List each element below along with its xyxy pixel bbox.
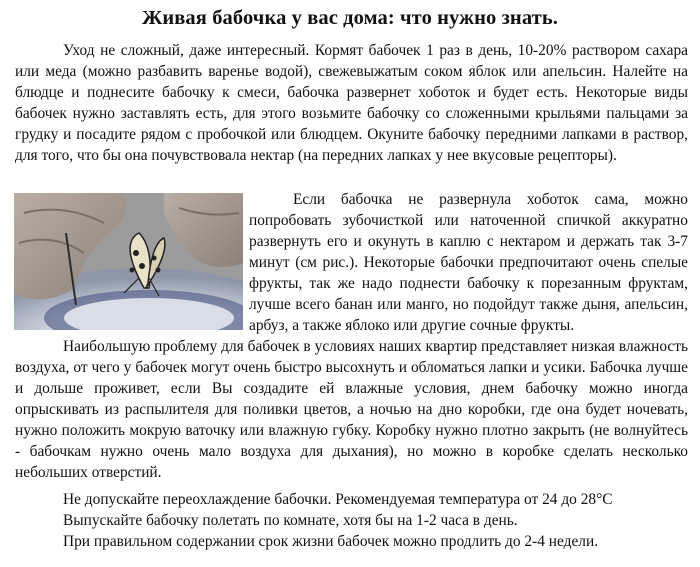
paragraph-lifespan: При правильном содержании срок жизни бабочек можно продлить до 2-4 недели.	[63, 533, 599, 550]
paragraph-temperature: Не допускайте переохлаждение бабочки. Рекомендуемая температура от 24 до 28°С	[63, 491, 613, 508]
butterfly-feeding-photo	[14, 193, 243, 330]
paragraph-humidity: Наибольшую проблему для бабочек в условиях наших квартир представляет низкая влажность воздуха, от чего у бабочек могут очень быстро высохнуть и обломаться лапки и усики. Бабочка лучше и дольше проживет, если Вы создадите ей влажные условия, днем бабочку можно иногда опрыскивать из распылителя для поливки цветов, а ночью на дно коробки, где она будет ночевать, нужно положить мокрую ваточку или влажную губку. Коробку нужно плотно закрыть (не волнуйтесь - бабочкам нужно очень мало воздуха для дыхания), но можно в коробке сделать несколько небольших отверстий.	[15, 338, 688, 481]
document-title: Живая бабочка у вас дома: что нужно знать.	[141, 7, 558, 29]
paragraph-flight: Выпускайте бабочку полетать по комнате, хотя бы на 1-2 часа в день.	[63, 512, 518, 529]
paragraph-feeding: Уход не сложный, даже интересный. Кормят бабочек 1 раз в день, 10-20% раствором сахара или меда (можно разбавить варенье водой), свежевыжатым соком яблок или апельсин. Налейте на блюдце и поднесите бабочку к смеси, бабочка развернет хоботок и будет есть. Некоторые виды бабочек нужно заставлять есть, для этого возьмите бабочку со сложенными крыльями пальцами за грудку и посадите рядом с пробочкой или блюдцем. Окуните бабочку передними лапками в раствор, для того, что бы она почувствовала нектар (на передних лапках у нее вкусовые рецепторы).	[15, 42, 688, 164]
paragraph-proboscis: Если бабочка не развернула хоботок сама, можно попробовать зубочисткой или наточенной спичкой аккуратно развернуть его и окунуть в каплю с нектаром и держать так 3-7 минут (см рис.). Некоторые бабочки предпочитают очень спелые фрукты, так же надо поднести бабочку к порезанным фруктам, лучше всего банан или манго, но подойдут также дыня, апельсин, арбуз, а также яблоко или другие сочные фрукты.	[249, 191, 688, 334]
